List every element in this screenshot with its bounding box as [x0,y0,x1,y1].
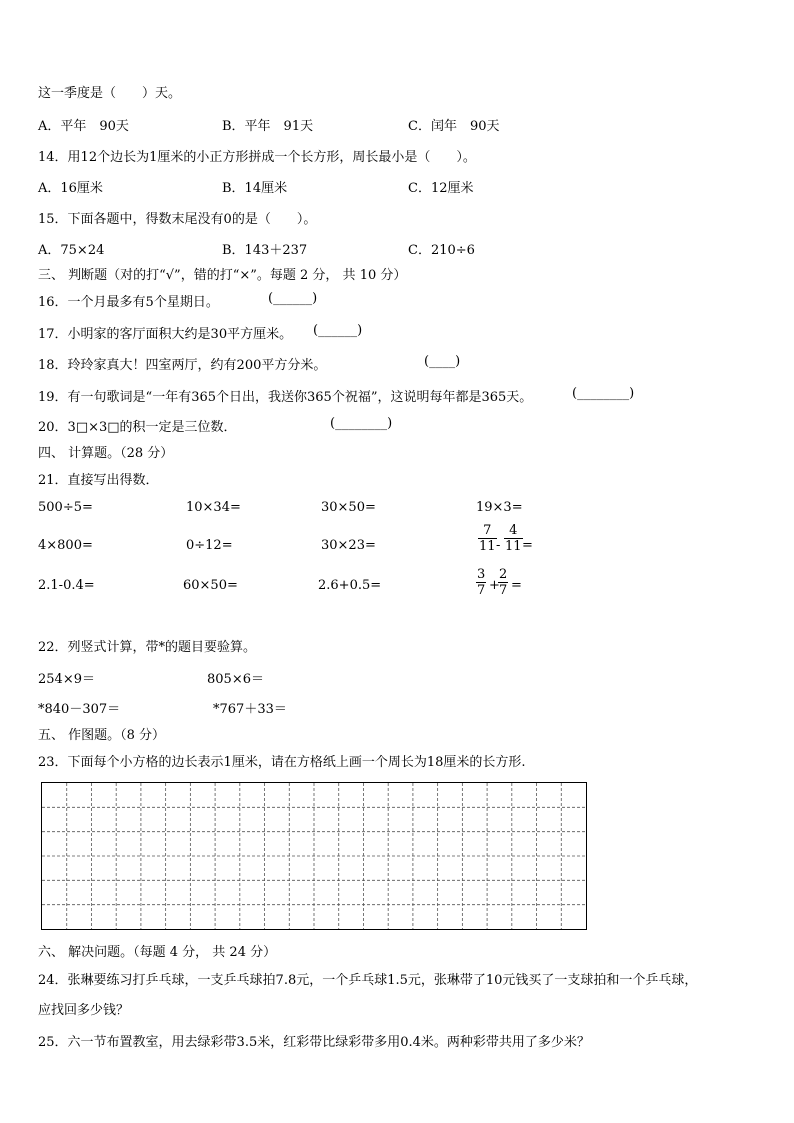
q19-text: 19．有一句歌词是“一年有365个日出，我送你365个祝福”，这说明每年都是365天。 [38,390,533,405]
calc-item: 30×50= [321,500,376,515]
q14-stem: 14．用12个边长为1厘米的小正方形拼成一个长方形，周长最小是（ ）。 [38,150,476,165]
equals-sign: = [522,538,533,553]
q16-answer-blank[interactable]: (______) [268,291,318,306]
q13-option-c: C．闰年 90天 [408,119,500,134]
fraction [476,567,486,598]
grid-lines [42,783,586,929]
q17-text: 17．小明家的客厅面积大约是30平方厘米。 [38,327,293,342]
calc-item: 2.6+0.5= [318,578,382,593]
minus-sign: - [496,538,501,553]
equals-sign: = [511,578,522,593]
fraction-numerator: 4 [504,523,523,539]
vertical-calc-item: *767＋33＝ [213,702,287,717]
calc-item: 19×3= [476,500,523,515]
fraction-denominator: 11 [479,539,496,554]
fraction-numerator: 3 [477,567,486,582]
q15-option-b: B．143＋237 [222,243,308,258]
q13-option-b: B．平年 91天 [222,119,314,134]
q13-stem: 这一季度是（ ）天。 [38,86,182,101]
section-3-heading: 三、 判断题（对的打“√”，错的打“×”。每题 2 分， 共 10 分） [38,268,407,283]
fraction-denominator: 7 [499,583,508,598]
q22-stem: 22．列竖式计算，带*的题目要验算。 [38,640,257,655]
vertical-calc-item: 254×9＝ [38,672,95,687]
grid-paper[interactable] [41,782,587,930]
fraction-denominator: 7 [477,583,486,598]
q25-line-1: 25．六一节布置教室，用去绿彩带3.5米，红彩带比绿彩带多用0.4米。两种彩带共用了多少米？ [38,1035,590,1050]
plus-sign: + [489,578,500,593]
q20-text: 20．3□×3□的积一定是三位数． [38,420,237,435]
q18-answer-blank[interactable]: (____) [424,354,461,369]
q23-stem: 23．下面每个小方格的边长表示1厘米，请在方格纸上画一个周长为18厘米的长方形. [38,755,526,770]
q14-option-b: B．14厘米 [222,181,288,196]
calc-item: 4×800= [38,538,93,553]
q13-option-a: A．平年 90天 [38,119,129,134]
section-6-heading: 六、 解决问题。（每题 4 分， 共 24 分） [38,945,277,960]
q16-text: 16．一个月最多有5个星期日。 [38,295,219,310]
q18-text: 18．玲玲家真大！四室两厅，约有200平方分米。 [38,358,327,373]
q17-answer-blank[interactable]: (______) [313,323,363,338]
calc-item: 0÷12= [186,538,233,553]
vertical-calc-item: *840－307＝ [38,702,121,717]
q14-option-a: A．16厘米 [38,181,103,196]
q15-option-a: A．75×24 [38,243,105,258]
fraction [504,523,523,554]
vertical-calc-item: 805×6＝ [207,672,264,687]
fraction-numerator: 7 [478,523,497,539]
section-5-heading: 五、 作图题。（8 分） [38,728,166,743]
calc-item: 30×23= [321,538,376,553]
q15-stem: 15．下面各题中，得数末尾没有0的是（ ）。 [38,212,317,227]
calc-item: 2.1-0.4= [38,578,95,593]
section-4-heading: 四、 计算题。（28 分） [38,446,174,461]
fraction [478,523,497,554]
fraction [498,567,508,598]
calc-item: 500÷5= [38,500,93,515]
fraction-denominator: 11 [505,539,522,554]
q24-line-2: 应找回多少钱？ [38,1003,130,1018]
q24-line-1: 24．张琳要练习打乒乓球，一支乒乓球拍7.8元，一个乒乓球1.5元，张琳带了10元钱买了一支球拍和一个乒乓球， [38,973,698,988]
q20-answer-blank[interactable]: (________) [330,416,393,431]
fraction-numerator: 2 [499,567,508,582]
calc-item: 60×50= [183,578,238,593]
q15-option-c: C．210÷6 [408,243,475,258]
q19-answer-blank[interactable]: (________) [572,386,635,401]
q21-stem: 21．直接写出得数． [38,473,159,488]
q14-option-c: C．12厘米 [408,181,474,196]
calc-item: 10×34= [186,500,241,515]
